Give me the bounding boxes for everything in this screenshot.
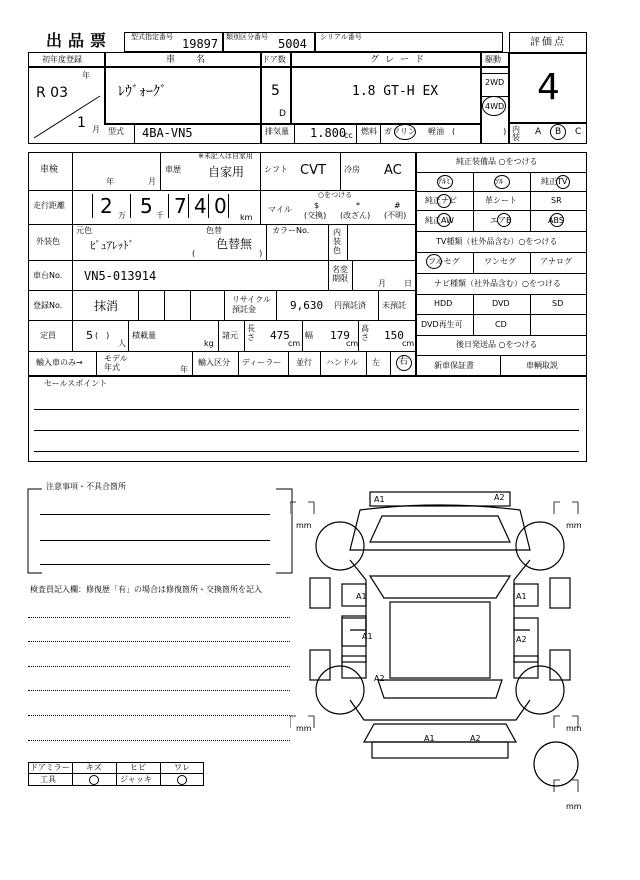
legend-tools-check	[89, 775, 99, 785]
meter-hash: #	[394, 201, 401, 210]
import-parallel: 並行	[296, 358, 312, 367]
repaint-value: 色替無	[216, 237, 253, 251]
mileage-man-unit: 万	[118, 211, 126, 220]
equip-navi: 純正ナビ	[425, 196, 457, 205]
length-label: 長さ	[247, 324, 255, 342]
handle-right: 右	[399, 357, 409, 367]
mm-rear-left: mm	[296, 724, 312, 733]
score-label: 評価点	[530, 37, 566, 48]
chassis-label: 車台No.	[33, 271, 63, 280]
height-label: 高さ	[361, 324, 369, 342]
legend-jack-check	[177, 775, 187, 785]
car-name-value: ﾚｳﾞｫｰｸﾞ	[118, 84, 167, 100]
post-label: 後日発送品 ○をつける	[456, 340, 538, 349]
drive-label: 駆動	[485, 55, 501, 64]
year-unit: 年	[82, 71, 90, 80]
use-note: ※未記入は自家用	[198, 152, 253, 160]
first-reg-month: 1	[77, 115, 86, 131]
mileage-digit-3: 7	[174, 194, 187, 218]
meter-hash-sub: (不明)	[384, 211, 407, 220]
mileage-km-unit: km	[240, 213, 253, 222]
mm-rear-right: mm	[566, 724, 582, 733]
length-unit: cm	[288, 339, 301, 348]
legend-crack: ヒビ	[130, 763, 146, 772]
class-number-label: 類別区分番号	[226, 33, 268, 41]
recycle-unpaid: 未預託	[382, 301, 406, 310]
meter-mile: マイル	[268, 205, 292, 214]
fuel-diesel: 軽油	[428, 127, 444, 136]
mileage-digit-1: 2	[100, 194, 113, 218]
mileage-digit-5: 0	[214, 194, 227, 218]
equip-abs-circle	[550, 213, 564, 227]
shift-value: CVT	[300, 163, 326, 178]
interior-grade-c: C	[575, 127, 582, 137]
length-value: 475	[270, 329, 290, 342]
fuel-circle	[394, 124, 416, 140]
equip-navi-circle	[437, 194, 451, 208]
inspector-label: 検査員記入欄：修復歴「有」の場合は修復箇所・交換箇所を記入	[30, 585, 262, 594]
fuel-label: 燃料	[361, 127, 377, 136]
meter-dollar-sub: (交換)	[304, 211, 327, 220]
color-label: 外装色	[36, 237, 60, 246]
equip-aw: 純正AW	[425, 216, 454, 225]
damage-mark-rear-left: A2	[374, 674, 385, 683]
month-unit: 月	[92, 125, 100, 134]
mm-front-right: mm	[566, 521, 582, 530]
height-unit: cm	[402, 339, 415, 348]
damage-mark-rear-bumper: A1	[424, 734, 435, 743]
type-label: 型式	[108, 127, 124, 136]
dimensions-label: 諸元	[222, 331, 238, 340]
tv-oneseg: ワンセグ	[484, 257, 516, 266]
legend-mirror: ドアミラー	[30, 763, 70, 772]
name-change-day: 日	[404, 279, 412, 288]
kg-unit: kg	[204, 339, 214, 348]
handle-label: ハンドル	[326, 358, 358, 367]
use-label: 車歴	[165, 165, 181, 174]
load-label: 積載量	[132, 331, 156, 340]
grade-value: 1.8 GT-H EX	[352, 84, 439, 99]
tv-type-label: TV種類（社外品含む）○をつける	[436, 237, 558, 246]
equip-aw-circle	[437, 213, 451, 227]
fuel-other-paren: ( )	[452, 127, 507, 136]
equip-tv-circle	[556, 175, 570, 189]
reg-label: 登録No.	[33, 301, 63, 310]
meter-dollar: $	[314, 201, 320, 210]
repaint-paren: ( )	[192, 249, 263, 258]
damage-mark-left-door-front: A1	[356, 592, 367, 601]
model-year-label: モデル年式	[104, 354, 128, 372]
color-no-label: カラーNo.	[272, 226, 310, 235]
chassis-value: VN5-013914	[84, 269, 157, 283]
serial-number-label: シリアル番号	[320, 33, 362, 41]
legend-tools: 工具	[40, 775, 56, 784]
sales-point-label: セールスポイント	[44, 379, 108, 388]
orig-color-value: ﾋﾟｭｱﾚｯﾄﾞ	[90, 239, 134, 252]
recycle-label: リサイクル預託金	[232, 295, 271, 314]
ac-label: 冷房	[344, 165, 360, 174]
displacement-value: 1.800	[310, 126, 347, 140]
recycle-unit: 円預託済	[334, 301, 366, 310]
damage-mark-right-door-front: A1	[516, 592, 527, 601]
tv-fullseg: フルセグ	[428, 257, 460, 266]
first-reg-year: R 03	[36, 85, 68, 101]
model-year-unit: 年	[180, 365, 188, 374]
equip-alumi-circle	[437, 175, 453, 189]
displacement-label: 排気量	[265, 127, 289, 136]
car-damage-diagram	[290, 480, 590, 810]
drive-4wd: 4WD	[485, 102, 505, 111]
width-label: 幅	[305, 331, 313, 340]
mileage-label: 走行距離	[33, 201, 65, 210]
defects-label: 注意事項・不具合箇所	[46, 482, 126, 491]
width-value: 179	[330, 329, 350, 342]
import-label: 輸入車のみ→	[36, 358, 83, 367]
capacity-label: 定員	[40, 331, 56, 340]
equip-airbag-circle	[497, 213, 511, 227]
interior-grade-circle	[550, 124, 566, 140]
legend-scratch: キズ	[86, 763, 102, 772]
type-value: 4BA-VN5	[142, 126, 193, 140]
interior-grade-b: B	[555, 127, 562, 137]
interior-grade-label: 内装	[512, 125, 520, 142]
std-equip-label: 純正装備品 ○をつける	[456, 157, 538, 166]
grade-label: グレード	[370, 55, 431, 65]
handle-right-circle	[396, 355, 412, 371]
equip-alumi: ｱﾙﾐ	[438, 177, 450, 186]
drive-4wd-circle	[482, 96, 506, 116]
equip-sol-circle	[494, 175, 510, 189]
ac-value: AC	[384, 163, 402, 178]
shaken-label: 車検	[40, 165, 59, 175]
interior-color-label: 内装色	[333, 228, 341, 255]
equip-sr: SR	[551, 196, 562, 205]
fuel-gasoline: ガソリン	[384, 127, 416, 136]
mileage-digit-2: 5	[140, 194, 153, 218]
mileage-digit-4: 4	[194, 194, 207, 218]
repaint-label: 色替	[206, 226, 222, 235]
mm-front-left: mm	[296, 521, 312, 530]
sales-point-box	[28, 376, 587, 462]
use-value: 自家用	[208, 165, 245, 179]
model-number-label: 型式指定番号	[131, 33, 173, 41]
legend-jack: ジャッキ	[120, 775, 152, 784]
name-change-label: 名変期限	[332, 265, 348, 283]
damage-mark-rear-right: A2	[470, 734, 481, 743]
equip-sol: ｿﾙ	[495, 177, 503, 186]
door-type: D	[279, 109, 286, 119]
navi-dvd: DVD	[492, 299, 510, 308]
navi-type-label: ナビ種類（社外品含む）○をつける	[434, 279, 561, 288]
drive-2wd: 2WD	[485, 78, 505, 87]
car-name-label: 車 名	[166, 55, 212, 65]
tv-fullseg-circle	[426, 254, 442, 269]
shaken-month-unit: 月	[148, 177, 156, 186]
equip-airbag: エアB	[490, 216, 512, 225]
person-unit: 人	[118, 339, 126, 348]
capacity-value: 5	[86, 329, 93, 342]
damage-mark-left-door-rear: A1	[362, 632, 373, 641]
reg-value: 抹消	[94, 299, 119, 313]
door-value: 5	[271, 83, 280, 99]
recycle-value: 9,630	[290, 299, 324, 312]
mileage-sen-unit: 千	[156, 211, 164, 220]
navi-sd: SD	[552, 299, 564, 308]
model-number-value: 19897	[182, 37, 219, 51]
equip-abs: ABS	[548, 216, 564, 225]
import-dealer: ディーラー	[242, 358, 282, 367]
meter-star-sub: (改ざん)	[340, 211, 371, 220]
mm-spare: mm	[566, 802, 582, 811]
damage-mark-front-left: A1	[374, 495, 385, 504]
height-value: 150	[384, 329, 404, 342]
legend-break: ワレ	[174, 763, 190, 772]
meter-star: *	[356, 201, 360, 210]
width-unit: cm	[346, 339, 359, 348]
class-number-value: 5004	[278, 37, 307, 51]
tv-analog: アナログ	[540, 257, 572, 266]
equip-tv: 純正TV	[541, 177, 568, 186]
door-label: ドア数	[262, 55, 286, 64]
capacity-paren: ( )	[95, 331, 110, 340]
name-change-month: 月	[378, 279, 386, 288]
interior-grade-a: A	[535, 127, 542, 137]
post-warranty: 新車保証書	[434, 361, 474, 370]
orig-color-label: 元色	[76, 226, 92, 235]
meter-note: ○をつける	[318, 191, 353, 199]
handle-left: 左	[372, 358, 380, 367]
navi-hdd: HDD	[434, 299, 453, 308]
damage-mark-front-right: A2	[494, 493, 505, 502]
form-title: 出品票	[46, 31, 113, 50]
navi-cd: CD	[495, 320, 507, 329]
damage-mark-right-door-rear: A2	[516, 635, 527, 644]
displacement-unit: cc	[344, 131, 353, 140]
equip-leather: 革シート	[485, 196, 517, 205]
shift-label: シフト	[264, 165, 288, 174]
navi-dvd-play: DVD再生可	[421, 320, 463, 329]
shaken-year-unit: 年	[106, 177, 114, 186]
post-manual: 車輌取説	[526, 361, 558, 370]
import-cat-label: 輸入区分	[198, 358, 230, 367]
score-value: 4	[537, 67, 560, 108]
first-reg-label: 初年度登録	[42, 55, 82, 64]
